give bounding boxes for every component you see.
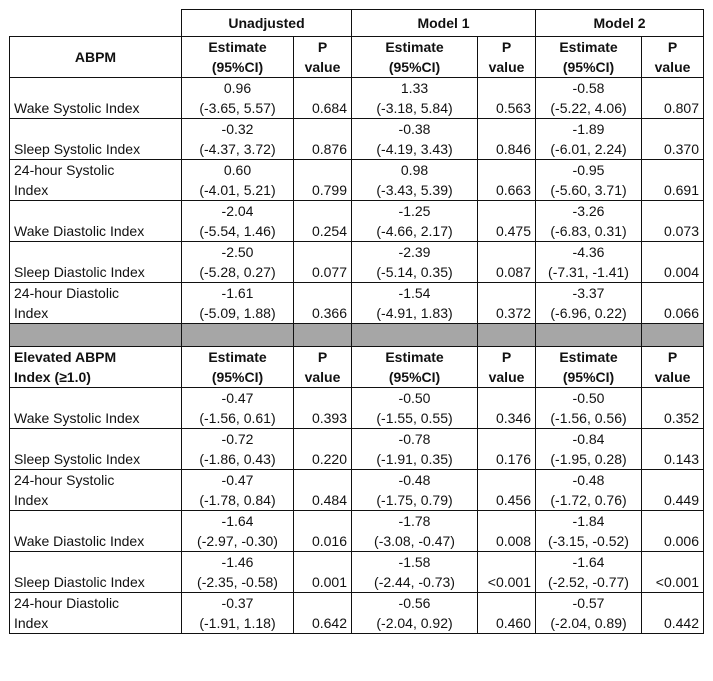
section-title-line: Elevated ABPM <box>14 349 117 365</box>
estimate-value: -0.50 <box>572 390 605 406</box>
row-label-line: Sleep Systolic Index <box>14 451 141 467</box>
p-value-header <box>294 347 352 388</box>
p-value-cell: 0.393 <box>294 388 352 429</box>
p-value-cell: 0.346 <box>478 388 536 429</box>
estimate-cell <box>352 429 478 470</box>
p-value-cell: 0.077 <box>294 242 352 283</box>
p-value-cell: 0.008 <box>478 511 536 552</box>
p-value-cell: 0.691 <box>642 160 704 201</box>
estimate-cell <box>536 119 642 160</box>
confidence-interval: (-5.09, 1.88) <box>199 305 276 321</box>
section-title-line: ABPM <box>74 49 117 65</box>
estimate-cell <box>352 283 478 324</box>
p-value-header-line: P <box>501 39 512 55</box>
estimate-cell <box>182 119 294 160</box>
confidence-interval: (-3.18, 5.84) <box>376 100 453 116</box>
confidence-interval: (-2.44, -0.73) <box>374 574 455 590</box>
estimate-header-line: (95%CI) <box>211 369 264 385</box>
estimate-cell <box>352 78 478 119</box>
confidence-interval: (-1.72, 0.76) <box>550 492 627 508</box>
estimate-cell <box>182 242 294 283</box>
p-value-header-line: P <box>667 349 678 365</box>
estimate-cell <box>352 119 478 160</box>
p-value-cell: 0.876 <box>294 119 352 160</box>
estimate-cell <box>536 160 642 201</box>
table-row <box>10 511 704 552</box>
estimate-cell <box>182 201 294 242</box>
separator-cell <box>10 324 182 347</box>
section-header-row <box>10 347 704 388</box>
p-value-cell: 0.846 <box>478 119 536 160</box>
p-value-cell: <0.001 <box>642 552 704 593</box>
separator-cell <box>478 324 536 347</box>
estimate-value: 1.33 <box>400 80 429 96</box>
estimate-header-line: (95%CI) <box>388 59 441 75</box>
estimate-header-line: Estimate <box>208 349 267 365</box>
row-label-line: Wake Systolic Index <box>14 410 140 426</box>
confidence-interval: (-1.95, 0.28) <box>550 451 627 467</box>
estimate-cell <box>352 388 478 429</box>
estimate-cell <box>352 593 478 634</box>
table-row <box>10 429 704 470</box>
confidence-interval: (-5.14, 0.35) <box>376 264 453 280</box>
row-label <box>10 242 182 283</box>
p-value-cell: 0.176 <box>478 429 536 470</box>
row-label <box>10 388 182 429</box>
confidence-interval: (-6.01, 2.24) <box>550 141 627 157</box>
confidence-interval: (-1.56, 0.56) <box>550 410 627 426</box>
p-value-header <box>294 37 352 78</box>
estimate-cell <box>182 283 294 324</box>
row-label <box>10 470 182 511</box>
estimate-cell <box>536 388 642 429</box>
section-separator <box>10 324 704 347</box>
row-label-line: Index <box>14 615 49 631</box>
p-value-cell: 0.460 <box>478 593 536 634</box>
p-value-header-line: P <box>317 349 328 365</box>
confidence-interval: (-5.60, 3.71) <box>550 182 627 198</box>
separator-cell <box>294 324 352 347</box>
confidence-interval: (-1.78, 0.84) <box>199 492 276 508</box>
confidence-interval: (-2.97, -0.30) <box>197 533 278 549</box>
estimate-cell <box>536 470 642 511</box>
confidence-interval: (-4.91, 1.83) <box>376 305 453 321</box>
p-value-cell: 0.372 <box>478 283 536 324</box>
estimate-value: -0.72 <box>221 431 254 447</box>
estimate-value: 0.60 <box>223 162 252 178</box>
p-value-header <box>642 347 704 388</box>
p-value-header-line: value <box>654 369 691 385</box>
estimate-header <box>182 37 294 78</box>
confidence-interval: (-3.15, -0.52) <box>548 533 629 549</box>
estimate-header-line: Estimate <box>559 39 618 55</box>
p-value-cell: <0.001 <box>478 552 536 593</box>
p-value-cell: 0.254 <box>294 201 352 242</box>
estimate-cell <box>536 78 642 119</box>
row-label-line: 24-hour Diastolic <box>14 285 120 301</box>
estimate-value: -1.46 <box>221 554 254 570</box>
p-value-cell: 0.073 <box>642 201 704 242</box>
estimate-cell <box>352 160 478 201</box>
section-title <box>10 347 182 388</box>
estimate-value: -0.57 <box>572 595 605 611</box>
separator-cell <box>536 324 642 347</box>
p-value-cell: 0.475 <box>478 201 536 242</box>
estimate-header <box>352 37 478 78</box>
estimate-header-line: (95%CI) <box>211 59 264 75</box>
estimate-value: -0.32 <box>221 121 254 137</box>
group-header-model-2: Model 2 <box>536 10 704 37</box>
corner-cell <box>10 10 182 37</box>
estimate-value: 0.98 <box>400 162 429 178</box>
estimate-value: -1.58 <box>398 554 431 570</box>
row-label-line: Wake Diastolic Index <box>14 223 145 239</box>
estimate-value: -4.36 <box>572 244 605 260</box>
estimate-value: -0.50 <box>398 390 431 406</box>
row-label-line: Wake Systolic Index <box>14 100 140 116</box>
table-row <box>10 78 704 119</box>
p-value-header-line: P <box>667 39 678 55</box>
estimate-value: -0.95 <box>572 162 605 178</box>
estimate-header-line: (95%CI) <box>562 369 615 385</box>
estimate-cell <box>352 242 478 283</box>
estimate-cell <box>536 201 642 242</box>
p-value-cell: 0.456 <box>478 470 536 511</box>
p-value-header <box>478 347 536 388</box>
row-label-line: Wake Diastolic Index <box>14 533 145 549</box>
group-header-unadjusted: Unadjusted <box>182 10 352 37</box>
confidence-interval: (-1.86, 0.43) <box>199 451 276 467</box>
confidence-interval: (-1.75, 0.79) <box>376 492 453 508</box>
estimate-cell <box>182 593 294 634</box>
row-label-line: 24-hour Diastolic <box>14 595 120 611</box>
table-row <box>10 160 704 201</box>
estimate-cell <box>182 78 294 119</box>
confidence-interval: (-4.37, 3.72) <box>199 141 276 157</box>
confidence-interval: (-4.19, 3.43) <box>376 141 453 157</box>
p-value-header-line: value <box>488 369 525 385</box>
row-label <box>10 78 182 119</box>
estimate-header-line: Estimate <box>559 349 618 365</box>
p-value-cell: 0.449 <box>642 470 704 511</box>
separator-cell <box>352 324 478 347</box>
table-row <box>10 593 704 634</box>
p-value-header-line: P <box>317 39 328 55</box>
estimate-value: -1.64 <box>572 554 605 570</box>
separator-cell <box>642 324 704 347</box>
row-label <box>10 201 182 242</box>
confidence-interval: (-4.66, 2.17) <box>376 223 453 239</box>
estimate-value: -1.54 <box>398 285 431 301</box>
estimate-header <box>536 37 642 78</box>
row-label <box>10 160 182 201</box>
confidence-interval: (-1.56, 0.61) <box>199 410 276 426</box>
p-value-cell: 0.807 <box>642 78 704 119</box>
p-value-cell: 0.799 <box>294 160 352 201</box>
confidence-interval: (-7.31, -1.41) <box>548 264 629 280</box>
confidence-interval: (-2.04, 0.89) <box>550 615 627 631</box>
p-value-cell: 0.684 <box>294 78 352 119</box>
p-value-cell: 0.143 <box>642 429 704 470</box>
estimate-value: 0.96 <box>223 80 252 96</box>
row-label <box>10 552 182 593</box>
confidence-interval: (-1.55, 0.55) <box>376 410 453 426</box>
p-value-cell: 0.087 <box>478 242 536 283</box>
estimate-cell <box>536 552 642 593</box>
confidence-interval: (-2.52, -0.77) <box>548 574 629 590</box>
section-header-row <box>10 37 704 78</box>
estimate-header-line: (95%CI) <box>562 59 615 75</box>
p-value-header-line: value <box>304 369 341 385</box>
estimate-header <box>182 347 294 388</box>
group-header-model-1: Model 1 <box>352 10 536 37</box>
p-value-cell: 0.006 <box>642 511 704 552</box>
p-value-cell: 0.001 <box>294 552 352 593</box>
estimate-cell <box>352 552 478 593</box>
row-label <box>10 511 182 552</box>
row-label <box>10 429 182 470</box>
results-table <box>9 9 704 634</box>
estimate-value: -1.64 <box>221 513 254 529</box>
estimate-cell <box>536 511 642 552</box>
p-value-cell: 0.352 <box>642 388 704 429</box>
estimate-cell <box>182 511 294 552</box>
p-value-header-line: P <box>501 349 512 365</box>
p-value-header <box>478 37 536 78</box>
estimate-value: -1.89 <box>572 121 605 137</box>
p-value-cell: 0.220 <box>294 429 352 470</box>
confidence-interval: (-5.28, 0.27) <box>199 264 276 280</box>
p-value-cell: 0.663 <box>478 160 536 201</box>
group-header-row <box>10 10 704 37</box>
confidence-interval: (-5.22, 4.06) <box>550 100 627 116</box>
separator-cell <box>182 324 294 347</box>
confidence-interval: (-5.54, 1.46) <box>199 223 276 239</box>
estimate-value: -1.25 <box>398 203 431 219</box>
p-value-cell: 0.442 <box>642 593 704 634</box>
p-value-cell: 0.004 <box>642 242 704 283</box>
table-row <box>10 283 704 324</box>
confidence-interval: (-6.83, 0.31) <box>550 223 627 239</box>
estimate-cell <box>182 388 294 429</box>
section-title <box>10 37 182 78</box>
table-row <box>10 119 704 160</box>
p-value-cell: 0.563 <box>478 78 536 119</box>
confidence-interval: (-6.96, 0.22) <box>550 305 627 321</box>
row-label <box>10 283 182 324</box>
table-row <box>10 201 704 242</box>
estimate-header-line: Estimate <box>385 349 444 365</box>
p-value-cell: 0.366 <box>294 283 352 324</box>
row-label-line: Index <box>14 182 49 198</box>
table-row <box>10 470 704 511</box>
estimate-cell <box>536 242 642 283</box>
row-label-line: Index <box>14 305 49 321</box>
estimate-value: -0.78 <box>398 431 431 447</box>
table-row <box>10 242 704 283</box>
estimate-cell <box>352 470 478 511</box>
estimate-value: -2.39 <box>398 244 431 260</box>
confidence-interval: (-3.08, -0.47) <box>374 533 455 549</box>
estimate-cell <box>536 593 642 634</box>
estimate-value: -0.48 <box>572 472 605 488</box>
estimate-value: -0.84 <box>572 431 605 447</box>
p-value-header-line: value <box>654 59 691 75</box>
row-label-line: Index <box>14 492 49 508</box>
estimate-value: -2.04 <box>221 203 254 219</box>
estimate-value: -3.37 <box>572 285 605 301</box>
row-label-line: 24-hour Systolic <box>14 472 115 488</box>
estimate-value: -0.47 <box>221 472 254 488</box>
confidence-interval: (-2.04, 0.92) <box>376 615 453 631</box>
confidence-interval: (-3.65, 5.57) <box>199 100 276 116</box>
confidence-interval: (-1.91, 1.18) <box>199 615 276 631</box>
row-label <box>10 593 182 634</box>
estimate-value: -1.78 <box>398 513 431 529</box>
p-value-header-line: value <box>304 59 341 75</box>
p-value-cell: 0.484 <box>294 470 352 511</box>
estimate-header-line: Estimate <box>208 39 267 55</box>
estimate-value: -2.50 <box>221 244 254 260</box>
estimate-header <box>352 347 478 388</box>
p-value-cell: 0.642 <box>294 593 352 634</box>
estimate-cell <box>536 429 642 470</box>
estimate-cell <box>352 201 478 242</box>
estimate-cell <box>182 470 294 511</box>
section-title-line: Index (≥1.0) <box>14 369 91 385</box>
p-value-header-line: value <box>488 59 525 75</box>
estimate-header <box>536 347 642 388</box>
row-label-line: Sleep Diastolic Index <box>14 574 145 590</box>
estimate-cell <box>536 283 642 324</box>
estimate-value: -0.56 <box>398 595 431 611</box>
estimate-header-line: (95%CI) <box>388 369 441 385</box>
estimate-value: -0.47 <box>221 390 254 406</box>
estimate-value: -3.26 <box>572 203 605 219</box>
confidence-interval: (-3.43, 5.39) <box>376 182 453 198</box>
estimate-cell <box>182 552 294 593</box>
estimate-value: -0.37 <box>221 595 254 611</box>
estimate-value: -0.38 <box>398 121 431 137</box>
estimate-value: -0.48 <box>398 472 431 488</box>
p-value-cell: 0.016 <box>294 511 352 552</box>
estimate-value: -0.58 <box>572 80 605 96</box>
confidence-interval: (-2.35, -0.58) <box>197 574 278 590</box>
p-value-cell: 0.066 <box>642 283 704 324</box>
table-row <box>10 388 704 429</box>
p-value-header <box>642 37 704 78</box>
row-label-line: Sleep Systolic Index <box>14 141 141 157</box>
estimate-value: -1.84 <box>572 513 605 529</box>
confidence-interval: (-1.91, 0.35) <box>376 451 453 467</box>
row-label-line: Sleep Diastolic Index <box>14 264 145 280</box>
confidence-interval: (-4.01, 5.21) <box>199 182 276 198</box>
estimate-cell <box>182 160 294 201</box>
estimate-value: -1.61 <box>221 285 254 301</box>
row-label-line: 24-hour Systolic <box>14 162 115 178</box>
estimate-cell <box>352 511 478 552</box>
estimate-header-line: Estimate <box>385 39 444 55</box>
estimate-cell <box>182 429 294 470</box>
table-row <box>10 552 704 593</box>
p-value-cell: 0.370 <box>642 119 704 160</box>
row-label <box>10 119 182 160</box>
